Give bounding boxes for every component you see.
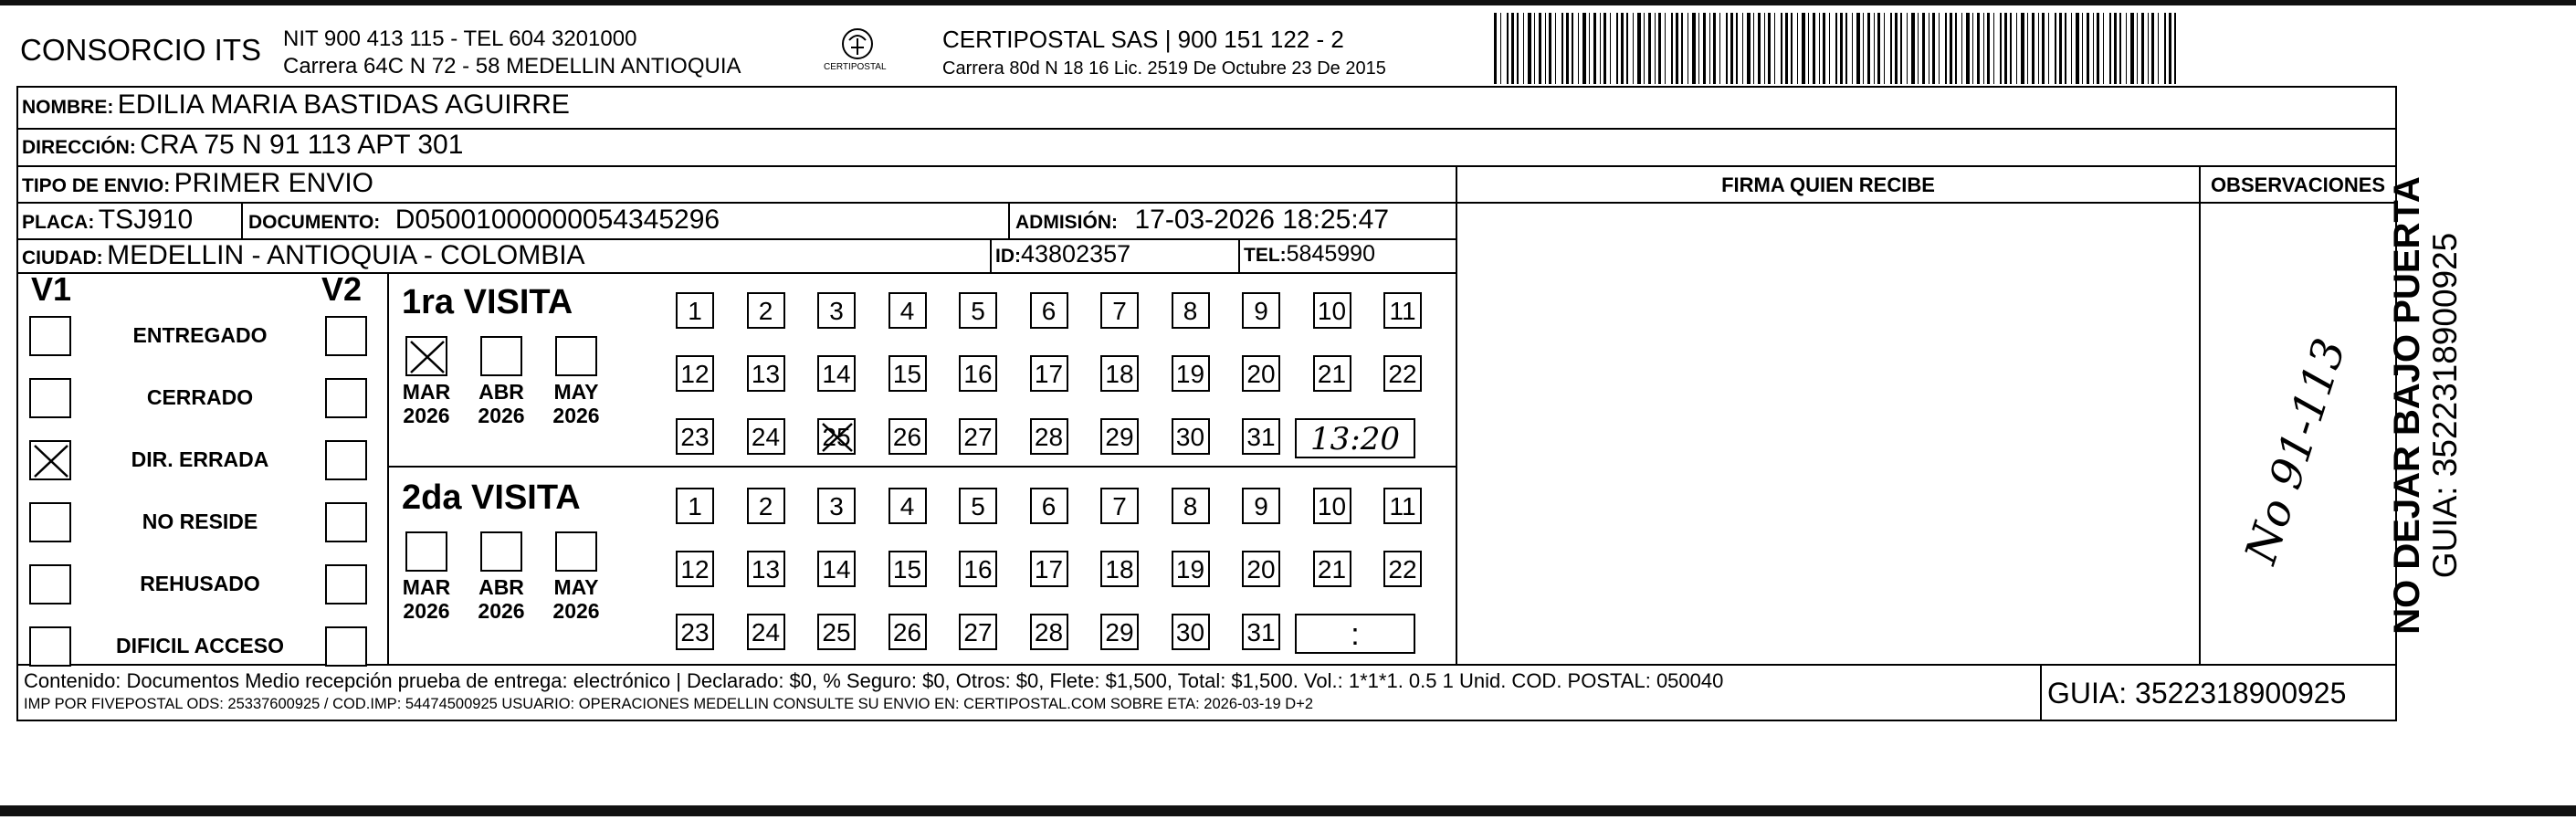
day-box[interactable]: 31 [1242, 614, 1280, 650]
barcode-bar [2109, 13, 2111, 84]
ciudad-cell [22, 240, 585, 271]
barcode-bar [1852, 13, 1853, 84]
status-label: DIFICIL ACCESO [115, 634, 284, 657]
barcode-bar [1730, 13, 1733, 84]
company-nit: NIT 900 413 115 - TEL 604 3201000 [283, 26, 637, 51]
status-label: CERRADO [146, 385, 254, 409]
month-checkbox[interactable] [405, 336, 447, 376]
barcode-bar [1603, 13, 1606, 84]
day-box[interactable]: 29 [1100, 614, 1139, 650]
day-box[interactable]: 5 [959, 488, 997, 524]
month-year: 2026 [403, 404, 450, 427]
footer-guia: GUIA: 3522318900925 [2047, 677, 2347, 710]
day-box[interactable]: 21 [1313, 551, 1351, 587]
barcode-bar [1528, 13, 1531, 84]
barcode-bar [1572, 13, 1573, 84]
barcode-bar [1747, 13, 1751, 84]
day-box[interactable]: 3 [817, 488, 856, 524]
barcode-bar [1648, 13, 1651, 84]
placa-value: TSJ910 [98, 205, 194, 235]
day-box[interactable]: 28 [1030, 418, 1068, 455]
barcode-bar [1616, 13, 1618, 84]
v2-checkbox[interactable] [325, 378, 367, 418]
month-checkbox[interactable] [555, 336, 597, 376]
barcode-bar [1781, 13, 1782, 84]
observaciones-note: No 91-113 [2234, 332, 2357, 570]
barcode-bar [1719, 13, 1720, 84]
barcode-bar [1523, 13, 1524, 84]
month-year: 2026 [552, 404, 600, 427]
placa-label: PLACA: [22, 212, 95, 233]
barcode-bar [1726, 13, 1728, 84]
v1-checkbox[interactable] [29, 440, 71, 480]
company-name: CONSORCIO ITS [20, 33, 262, 67]
day-box[interactable]: 10 [1313, 292, 1351, 329]
barcode-bar [1709, 13, 1710, 84]
month-year: 2026 [478, 404, 525, 427]
barcode-bar [1819, 13, 1820, 84]
side-guia: GUIA: 3522318900925 [2426, 232, 2464, 579]
barcode-bar [1681, 13, 1683, 84]
v2-checkbox[interactable] [325, 316, 367, 356]
time-box[interactable]: : [1295, 614, 1415, 654]
barcode-bar [1665, 13, 1666, 84]
tel-value: 5845990 [1286, 241, 1375, 267]
v1-checkbox[interactable] [29, 626, 71, 667]
barcode-bar [1977, 13, 1980, 84]
barcode-bar [2042, 13, 2045, 84]
barcode-bar [1867, 13, 1870, 84]
logo-caption: CERTIPOSTAL [824, 62, 887, 72]
barcode-bar [1993, 13, 1994, 84]
direccion-label: DIRECCIÓN: [22, 137, 136, 158]
company-address: Carrera 64C N 72 - 58 MEDELLIN ANTIOQUIA [283, 54, 741, 79]
barcode-bar [2016, 13, 2017, 84]
day-box[interactable]: 13 [747, 355, 785, 392]
barcode-bar [1922, 13, 1925, 84]
month-year: 2026 [478, 599, 525, 623]
day-box[interactable]: 20 [1242, 551, 1280, 587]
barcode-bar [1549, 13, 1551, 84]
admision-label: ADMISIÓN: [1015, 212, 1118, 233]
nombre-row [22, 89, 570, 121]
day-box[interactable]: 18 [1100, 551, 1139, 587]
barcode-bar [1972, 13, 1973, 84]
barcode-bar [1939, 13, 1940, 84]
month-year: 2026 [403, 599, 450, 623]
day-box[interactable]: 16 [959, 355, 997, 392]
barcode-bar [2059, 13, 2062, 84]
barcode-bar [1758, 13, 1761, 84]
barcode-bar [2126, 13, 2127, 84]
barcode-bar [2093, 13, 2094, 84]
barcode-bar [1900, 13, 1902, 84]
barcode-bar [1955, 13, 1957, 84]
barcode-bar [1589, 13, 1590, 84]
barcode-bar [1987, 13, 1990, 84]
day-box[interactable]: 17 [1030, 355, 1068, 392]
barcode-bar [2055, 13, 2056, 84]
month-checkbox[interactable] [405, 531, 447, 572]
top-border-rule [0, 0, 2576, 5]
barcode-bar [1840, 13, 1843, 84]
month-name: ABR [478, 575, 524, 599]
firma-header: FIRMA QUIEN RECIBE [1721, 173, 1935, 196]
barcode-bar [2000, 13, 2002, 84]
day-box[interactable]: 27 [959, 614, 997, 650]
day-box[interactable]: 11 [1383, 488, 1422, 524]
v1-checkbox[interactable] [29, 316, 71, 356]
documento-value: D05001000000054345296 [394, 205, 720, 235]
tipo-envio-value: PRIMER ENVIO [173, 168, 374, 198]
barcode-bar [1753, 13, 1754, 84]
day-box[interactable]: 5 [959, 292, 997, 329]
day-box[interactable]: 8 [1172, 488, 1210, 524]
barcode-bar [1517, 13, 1519, 84]
day-box[interactable]: 22 [1383, 551, 1422, 587]
barcode-bar [2032, 13, 2035, 84]
day-box[interactable]: 19 [1172, 355, 1210, 392]
day-box[interactable]: 17 [1030, 551, 1068, 587]
day-box[interactable]: 20 [1242, 355, 1280, 392]
barcode-bar [1845, 13, 1847, 84]
day-box[interactable]: 6 [1030, 292, 1068, 329]
barcode-bar [1507, 13, 1509, 84]
carrier-line1: CERTIPOSTAL SAS | 900 151 122 - 2 [942, 26, 1344, 53]
day-box[interactable]: 7 [1100, 488, 1139, 524]
day-box[interactable]: 27 [959, 418, 997, 455]
day-box[interactable]: 30 [1172, 614, 1210, 650]
day-box[interactable]: 21 [1313, 355, 1351, 392]
barcode-bar [2164, 13, 2166, 84]
barcode-bar [1966, 13, 1970, 84]
v1-checkbox[interactable] [29, 502, 71, 542]
barcode-bar [2027, 13, 2028, 84]
visit-title: 2da VISITA [402, 478, 581, 517]
day-box[interactable]: 18 [1100, 355, 1139, 392]
month-label [544, 380, 608, 427]
barcode-bar [1813, 13, 1815, 84]
barcode-bar [1797, 13, 1798, 84]
barcode-bar [1895, 13, 1898, 84]
barcode-bar [2021, 13, 2024, 84]
barcode-bar [2010, 13, 2012, 84]
month-year: 2026 [552, 599, 600, 623]
barcode-bar [1555, 13, 1556, 84]
check-mark [31, 442, 71, 480]
barcode-bar [1671, 13, 1673, 84]
month-label [394, 380, 458, 427]
side-panel [2387, 128, 2508, 639]
day-box[interactable]: 10 [1313, 488, 1351, 524]
barcode-bar [2071, 13, 2072, 84]
day-box[interactable]: 24 [747, 614, 785, 650]
barcode-bar [2130, 13, 2134, 84]
barcode-bar [2087, 13, 2089, 84]
barcode-bar [1626, 13, 1628, 84]
month-name: MAR [402, 380, 451, 404]
certipostal-logo [824, 24, 887, 80]
direccion-row [22, 130, 463, 161]
barcode [1494, 11, 2179, 86]
day-box[interactable]: 4 [888, 488, 927, 524]
day-box[interactable]: 26 [888, 614, 927, 650]
day-box[interactable]: 14 [817, 355, 856, 392]
documento-label: DOCUMENTO: [248, 212, 381, 233]
day-box[interactable]: 29 [1100, 418, 1139, 455]
day-box[interactable]: 31 [1242, 418, 1280, 455]
barcode-bar [2114, 13, 2117, 84]
barcode-bar [2151, 13, 2154, 84]
barcode-bar [1768, 13, 1771, 84]
barcode-bar [1945, 13, 1947, 84]
time-box[interactable]: 13:20 [1295, 418, 1415, 458]
barcode-bar [2169, 13, 2171, 84]
documento-cell [248, 205, 720, 236]
observaciones-header: OBSERVACIONES [2210, 173, 2386, 196]
barcode-bar [1911, 13, 1915, 84]
v1-checkbox[interactable] [29, 564, 71, 604]
barcode-bar [1907, 13, 1908, 84]
footer-contenido: Contenido: Documentos Medio recepción prueba de entrega: electrónico | Declarado: $0, % Seguro: $0, Otros: $0, Flete: $1,500, Total: $1,500. Vol.: 1*1*1. 0.5 1 Unid. COD. POSTAL: 050040 [24, 669, 1724, 692]
tipo-envio-row [22, 168, 373, 199]
admision-cell [1015, 205, 1389, 236]
barcode-bar [1633, 13, 1634, 84]
day-box[interactable]: 25 [817, 418, 856, 455]
ciudad-value: MEDELLIN - ANTIOQUIA - COLOMBIA [107, 240, 585, 270]
observaciones-handwriting [2213, 270, 2378, 654]
barcode-bar [2103, 13, 2104, 84]
status-label: ENTREGADO [132, 323, 268, 347]
day-box[interactable]: 26 [888, 418, 927, 455]
month-checkbox[interactable] [480, 531, 522, 572]
day-box[interactable]: 1 [676, 488, 714, 524]
v2-checkbox[interactable] [325, 564, 367, 604]
barcode-bar [1644, 13, 1645, 84]
footer-imp: IMP POR FIVEPOSTAL ODS: 25337600925 / COD.IMP: 54474500925 USUARIO: OPERACIONES MEDELLIN CONSULTE SU ENVIO EN: CERTIPOSTAL.COM SOBRE ETA: 2026-03-19 D+2 [24, 696, 1314, 712]
day-box[interactable]: 12 [676, 551, 714, 587]
day-box[interactable]: 30 [1172, 418, 1210, 455]
check-mark [407, 338, 447, 376]
day-box[interactable]: 14 [817, 551, 856, 587]
barcode-bar [2141, 13, 2144, 84]
barcode-bar [1823, 13, 1825, 84]
barcode-bar [1621, 13, 1624, 84]
id-value: 43802357 [1021, 240, 1131, 268]
day-box[interactable]: 28 [1030, 614, 1068, 650]
nombre-value: EDILIA MARIA BASTIDAS AGUIRRE [117, 89, 570, 120]
barcode-bar [1863, 13, 1864, 84]
v2-checkbox[interactable] [325, 502, 367, 542]
tipo-envio-label: TIPO DE ENVIO: [22, 175, 171, 196]
barcode-bar [1961, 13, 1962, 84]
ciudad-label: CIUDAD: [22, 247, 103, 268]
month-label [544, 575, 608, 623]
barcode-bar [1692, 13, 1696, 84]
month-label [469, 380, 533, 427]
barcode-bar [1774, 13, 1775, 84]
day-box[interactable]: 2 [747, 292, 785, 329]
barcode-bar [1736, 13, 1738, 84]
barcode-bar [1593, 13, 1596, 84]
barcode-bar [1983, 13, 1984, 84]
barcode-bar [2097, 13, 2099, 84]
barcode-bar [2038, 13, 2039, 84]
barcode-bar [1534, 13, 1535, 84]
no-dejar-bajo-puerta: NO DEJAR BAJO PUERTA [2387, 176, 2427, 635]
month-label [469, 575, 533, 623]
day-box[interactable]: 9 [1242, 292, 1280, 329]
month-name: ABR [478, 380, 524, 404]
v1-checkbox[interactable] [29, 378, 71, 418]
barcode-bar [1698, 13, 1699, 84]
day-box[interactable]: 15 [888, 551, 927, 587]
day-box[interactable]: 6 [1030, 488, 1068, 524]
carrier-line2: Carrera 80d N 18 16 Lic. 2519 De Octubre 23 De 2015 [942, 58, 1386, 79]
day-box[interactable]: 8 [1172, 292, 1210, 329]
barcode-bar [2119, 13, 2121, 84]
day-box[interactable]: 1 [676, 292, 714, 329]
barcode-bar [1742, 13, 1743, 84]
barcode-bar [1676, 13, 1678, 84]
barcode-bar [1655, 13, 1656, 84]
barcode-bar [1856, 13, 1860, 84]
barcode-bar [1539, 13, 1541, 84]
nombre-label: NOMBRE: [22, 97, 114, 118]
check-mark [819, 420, 856, 455]
v2-header: V2 [321, 270, 363, 308]
barcode-bar [1500, 13, 1501, 84]
direccion-value: CRA 75 N 91 113 APT 301 [140, 130, 464, 160]
barcode-bar [1874, 13, 1875, 84]
barcode-bar [1713, 13, 1716, 84]
day-box[interactable]: 23 [676, 614, 714, 650]
barcode-bar [2065, 13, 2066, 84]
barcode-bar [2082, 13, 2083, 84]
id-label: ID: [995, 246, 1021, 267]
barcode-bar [1802, 13, 1805, 84]
barcode-bar [1600, 13, 1601, 84]
barcode-bar [1578, 13, 1579, 84]
status-label: NO RESIDE [142, 510, 258, 533]
barcode-bar [1703, 13, 1706, 84]
barcode-bar [1785, 13, 1788, 84]
barcode-bar [2048, 13, 2049, 84]
tel-cell [1244, 241, 1375, 268]
barcode-bar [1877, 13, 1880, 84]
barcode-bar [2148, 13, 2149, 84]
barcode-bar [1658, 13, 1661, 84]
barcode-bar [1950, 13, 1952, 84]
delivery-form [16, 86, 2397, 721]
status-label: DIR. ERRADA [131, 447, 269, 471]
barcode-bar [1764, 13, 1765, 84]
day-box[interactable]: 2 [747, 488, 785, 524]
barcode-bar [2004, 13, 2007, 84]
tel-label: TEL: [1244, 245, 1287, 266]
day-box[interactable]: 19 [1172, 551, 1210, 587]
barcode-bar [1808, 13, 1809, 84]
barcode-bar [1566, 13, 1569, 84]
day-box[interactable]: 4 [888, 292, 927, 329]
status-label: REHUSADO [140, 572, 260, 595]
day-box[interactable]: 22 [1383, 355, 1422, 392]
month-checkbox[interactable] [555, 531, 597, 572]
month-name: MAY [553, 575, 599, 599]
day-box[interactable]: 23 [676, 418, 714, 455]
day-box[interactable]: 13 [747, 551, 785, 587]
barcode-bar [1932, 13, 1935, 84]
barcode-bar [1884, 13, 1885, 84]
month-label [394, 575, 458, 623]
month-name: MAR [402, 575, 451, 599]
placa-cell [22, 205, 193, 236]
day-box[interactable]: 11 [1383, 292, 1422, 329]
barcode-bar [1545, 13, 1546, 84]
id-cell [995, 240, 1130, 268]
day-box[interactable]: 25 [817, 614, 856, 650]
barcode-bar [1494, 13, 1497, 84]
month-name: MAY [553, 380, 599, 404]
v2-checkbox[interactable] [325, 626, 367, 667]
admision-value: 17-03-2026 18:25:47 [1134, 205, 1390, 235]
day-box[interactable]: 12 [676, 355, 714, 392]
day-box[interactable]: 7 [1100, 292, 1139, 329]
day-box[interactable]: 9 [1242, 488, 1280, 524]
barcode-bar [1582, 13, 1586, 84]
barcode-bar [1561, 13, 1563, 84]
barcode-bar [1918, 13, 1919, 84]
day-box[interactable]: 24 [747, 418, 785, 455]
day-box[interactable]: 15 [888, 355, 927, 392]
day-box[interactable]: 16 [959, 551, 997, 587]
day-box[interactable]: 3 [817, 292, 856, 329]
barcode-bar [1890, 13, 1892, 84]
barcode-bar [1637, 13, 1641, 84]
barcode-bar [2137, 13, 2138, 84]
barcode-bar [2158, 13, 2159, 84]
v1-header: V1 [31, 270, 72, 308]
barcode-bar [1829, 13, 1830, 84]
barcode-bar [1511, 13, 1514, 84]
v2-checkbox[interactable] [325, 440, 367, 480]
barcode-bar [1610, 13, 1611, 84]
visit-title: 1ra VISITA [402, 283, 573, 321]
barcode-bar [1791, 13, 1793, 84]
barcode-bar [1835, 13, 1837, 84]
barcode-bar [2174, 13, 2176, 84]
month-checkbox[interactable] [480, 336, 522, 376]
barcode-bar [2076, 13, 2079, 84]
bottom-border-rule [0, 805, 2576, 816]
